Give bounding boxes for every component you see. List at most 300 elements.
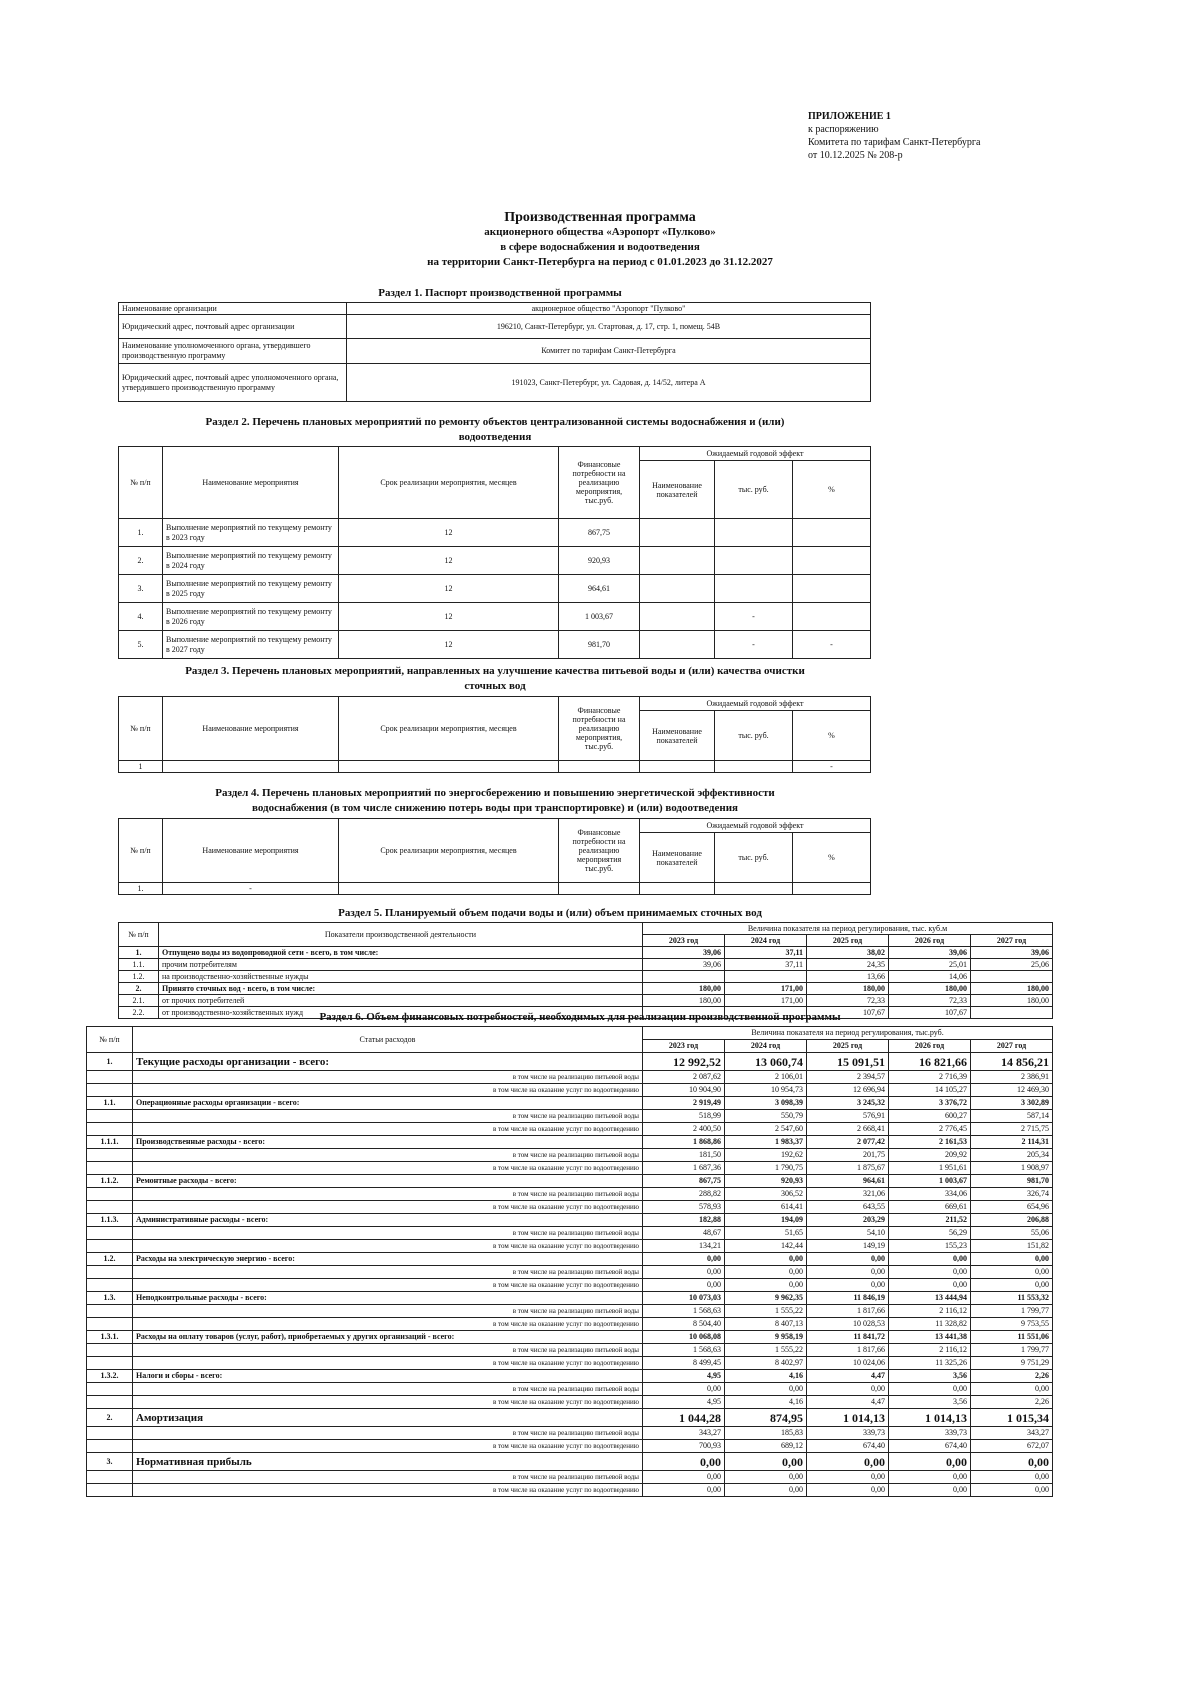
cell-label: в том числе на оказание услуг по водоотведению: [133, 1201, 643, 1214]
cell-name: Выполнение мероприятий по текущему ремонту в 2025 году: [163, 575, 339, 603]
col-num-header: № п/п: [119, 923, 159, 947]
cell-value: 339,73: [807, 1427, 889, 1440]
section3-heading-line: сточных вод: [464, 680, 526, 692]
cell-value: 1 555,22: [725, 1344, 807, 1357]
cell-rub: [715, 519, 793, 547]
year-header: 2023 год: [643, 1040, 725, 1053]
cell-num: 1.1.: [87, 1097, 133, 1110]
cell-value: 1 908,97: [971, 1162, 1053, 1175]
cell-value: 339,73: [889, 1427, 971, 1440]
cell-indicator: [640, 631, 715, 659]
cell-finance: 920,93: [559, 547, 640, 575]
table-row: [87, 1318, 1053, 1331]
cell-value: 0,00: [807, 1279, 889, 1292]
cell-name: [163, 761, 339, 773]
cell-pct: [793, 519, 871, 547]
cell-value: 39,06: [643, 959, 725, 971]
cell-value: 11 846,19: [807, 1292, 889, 1305]
table-row: [119, 339, 871, 364]
cell-value: 171,00: [725, 983, 807, 995]
table-row: [87, 1110, 1053, 1123]
cell-value: 0,00: [889, 1266, 971, 1279]
cell-value: 180,00: [643, 995, 725, 1007]
cell-value: 1 817,66: [807, 1344, 889, 1357]
cell-value: 1 799,77: [971, 1305, 1053, 1318]
cell-value: 0,00: [725, 1484, 807, 1497]
cell-value: 8 407,13: [725, 1318, 807, 1331]
title-line: на территории Санкт-Петербурга на период с 01.01.2023 до 31.12.2027: [427, 256, 773, 268]
col-name-header: Наименование мероприятия: [163, 447, 339, 519]
cell-num: [87, 1396, 133, 1409]
cell-num: 1.: [119, 947, 159, 959]
cell-value: 1 983,37: [725, 1136, 807, 1149]
cell-value: 0,00: [971, 1453, 1053, 1471]
table-row: [87, 1440, 1053, 1453]
cell-value: 185,83: [725, 1427, 807, 1440]
table-row: [87, 1279, 1053, 1292]
cell-value: 180,00: [807, 983, 889, 995]
cell-num: 2.: [119, 983, 159, 995]
cell-value: 0,00: [725, 1253, 807, 1266]
cell-indicator: [640, 519, 715, 547]
table-row: [87, 1409, 1053, 1427]
table-row: [87, 1188, 1053, 1201]
cell-num: 2.: [87, 1409, 133, 1427]
cell-value: 0,00: [725, 1453, 807, 1471]
cell-value: 964,61: [807, 1175, 889, 1188]
cell-value: 171,00: [725, 995, 807, 1007]
cell-value: 142,44: [725, 1240, 807, 1253]
cell-value: 4,95: [643, 1370, 725, 1383]
cell-label: Неподконтрольные расходы - всего:: [133, 1292, 643, 1305]
cell-value: 39,06: [971, 947, 1053, 959]
cell-value: 2,26: [971, 1396, 1053, 1409]
cell-value: 11 553,32: [971, 1292, 1053, 1305]
title-line: акционерного общества «Аэропорт «Пулково»: [484, 226, 716, 238]
table-row: [87, 1292, 1053, 1305]
cell-num: [87, 1383, 133, 1396]
col-num-header: № п/п: [119, 819, 163, 883]
cell-value: 155,23: [889, 1240, 971, 1253]
cell-label: прочим потребителям: [159, 959, 643, 971]
col-term-header: Срок реализации мероприятия, месяцев: [339, 819, 559, 883]
cell-value: 0,00: [807, 1484, 889, 1497]
cell-value: 10 068,08: [643, 1331, 725, 1344]
cell-value: 867,75: [643, 1175, 725, 1188]
cell-value: 0,00: [889, 1484, 971, 1497]
cell-value: 0,00: [889, 1383, 971, 1396]
cell-indicator: [640, 603, 715, 631]
cell-value: 0,00: [807, 1383, 889, 1396]
cell-value: 2 716,39: [889, 1071, 971, 1084]
cell-value: 11 841,72: [807, 1331, 889, 1344]
col-value-header: Величина показателя на период регулирования, тыс.руб.: [643, 1027, 1053, 1040]
cell-value: [643, 971, 725, 983]
table-row: [87, 1471, 1053, 1484]
cell-value: 180,00: [971, 995, 1053, 1007]
cell-value: 201,75: [807, 1149, 889, 1162]
cell-rub: [715, 575, 793, 603]
cell-value: 9 958,19: [725, 1331, 807, 1344]
cell-value: 182,88: [643, 1214, 725, 1227]
cell-num: [87, 1162, 133, 1175]
cell-value: 3,56: [889, 1396, 971, 1409]
cell-value: 0,00: [807, 1266, 889, 1279]
cell-value: 3,56: [889, 1370, 971, 1383]
cell-value: 12 469,30: [971, 1084, 1053, 1097]
cell-value: 288,82: [643, 1188, 725, 1201]
cell-value: 8 504,40: [643, 1318, 725, 1331]
cell-label: в том числе на оказание услуг по водоотведению: [133, 1396, 643, 1409]
cell-value: 180,00: [889, 983, 971, 995]
cell-label: от прочих потребителей: [159, 995, 643, 1007]
cell-value: 24,35: [807, 959, 889, 971]
col-num-header: № п/п: [119, 447, 163, 519]
cell-value: 0,00: [889, 1471, 971, 1484]
cell-finance: 1 003,67: [559, 603, 640, 631]
cell-value: 205,34: [971, 1149, 1053, 1162]
cell-value: 0,00: [889, 1279, 971, 1292]
cell-value: 192,62: [725, 1149, 807, 1162]
cell-label: в том числе на оказание услуг по водоотведению: [133, 1123, 643, 1136]
cell-label: в том числе на реализацию питьевой воды: [133, 1227, 643, 1240]
cell-value: 56,29: [889, 1227, 971, 1240]
col-finance-header: Финансовые потребности на реализацию мероприятия тыс.руб.: [559, 819, 640, 883]
cell-value: 0,00: [971, 1266, 1053, 1279]
year-header: 2027 год: [971, 935, 1053, 947]
cell-value: 3 245,32: [807, 1097, 889, 1110]
cell-value: 2 087,62: [643, 1071, 725, 1084]
cell-value: 209,92: [889, 1149, 971, 1162]
cell-value: 25,06: [971, 959, 1053, 971]
cell-label: Расходы на оплату товаров (услуг, работ), приобретаемых у других организаций - всего:: [133, 1331, 643, 1344]
cell-num: 1.: [119, 883, 163, 895]
col-name-header: Наименование мероприятия: [163, 819, 339, 883]
cell-finance: 867,75: [559, 519, 640, 547]
cell-value: 55,06: [971, 1227, 1053, 1240]
table-row: [87, 1331, 1053, 1344]
cell-pct: [793, 883, 871, 895]
cell-value: 4,47: [807, 1370, 889, 1383]
cell-term: 12: [339, 575, 559, 603]
cell-name: Выполнение мероприятий по текущему ремонту в 2024 году: [163, 547, 339, 575]
table-row: [87, 1084, 1053, 1097]
table-row: [87, 1123, 1053, 1136]
cell-label: Ремонтные расходы - всего:: [133, 1175, 643, 1188]
cell-value: 0,00: [643, 1484, 725, 1497]
cell-value: 72,33: [807, 995, 889, 1007]
table-row: [119, 519, 871, 547]
cell-num: 1.1.: [119, 959, 159, 971]
cell-value: 180,00: [643, 983, 725, 995]
cell-label: в том числе на реализацию питьевой воды: [133, 1383, 643, 1396]
cell-value: 920,93: [725, 1175, 807, 1188]
cell-value: 1 568,63: [643, 1344, 725, 1357]
col-item-header: Статьи расходов: [133, 1027, 643, 1053]
table-row: [87, 1370, 1053, 1383]
col-term-header: Срок реализации мероприятия, месяцев: [339, 447, 559, 519]
section6-body: [87, 1053, 1053, 1497]
cell-value: [971, 971, 1053, 983]
cell-label: Операционные расходы организации - всего:: [133, 1097, 643, 1110]
table-row: [87, 1357, 1053, 1370]
year-header: 2023 год: [643, 935, 725, 947]
cell-value: 2 715,75: [971, 1123, 1053, 1136]
cell-label: Административные расходы - всего:: [133, 1214, 643, 1227]
cell-value: 9 751,29: [971, 1357, 1053, 1370]
cell-label: в том числе на оказание услуг по водоотведению: [133, 1162, 643, 1175]
cell-value: 3 302,89: [971, 1097, 1053, 1110]
cell-num: [87, 1227, 133, 1240]
cell-value: 1 555,22: [725, 1305, 807, 1318]
cell-value: 321,06: [807, 1188, 889, 1201]
section3-table: [118, 696, 871, 773]
cell-value: 51,65: [725, 1227, 807, 1240]
table-row: [119, 315, 871, 339]
cell-value: 194,09: [725, 1214, 807, 1227]
passport-label: Юридический адрес, почтовый адрес организации: [119, 315, 347, 339]
cell-value: 4,47: [807, 1396, 889, 1409]
cell-value: 0,00: [971, 1253, 1053, 1266]
cell-value: 0,00: [807, 1253, 889, 1266]
cell-value: 10 028,53: [807, 1318, 889, 1331]
cell-value: 3 376,72: [889, 1097, 971, 1110]
year-header: 2026 год: [889, 935, 971, 947]
cell-value: 14,06: [889, 971, 971, 983]
cell-value: 0,00: [643, 1383, 725, 1396]
table-row: [87, 1344, 1053, 1357]
cell-value: 107,67: [889, 1007, 971, 1019]
cell-value: 0,00: [725, 1383, 807, 1396]
cell-num: 1.3.2.: [87, 1370, 133, 1383]
cell-value: 2 394,57: [807, 1071, 889, 1084]
cell-value: 2 919,49: [643, 1097, 725, 1110]
cell-value: 0,00: [643, 1266, 725, 1279]
cell-pct: [793, 575, 871, 603]
cell-value: 39,06: [643, 947, 725, 959]
cell-value: 180,00: [971, 983, 1053, 995]
cell-value: 1 790,75: [725, 1162, 807, 1175]
cell-value: 13,66: [807, 971, 889, 983]
cell-value: 576,91: [807, 1110, 889, 1123]
cell-value: 15 091,51: [807, 1053, 889, 1071]
table-row: [87, 1484, 1053, 1497]
table-row: [87, 1453, 1053, 1471]
section2-table: [118, 446, 871, 659]
appendix-line: к распоряжению: [808, 124, 879, 135]
section2-heading: [60, 415, 930, 445]
cell-value: 0,00: [971, 1279, 1053, 1292]
table-row: [87, 1305, 1053, 1318]
cell-value: 1 014,13: [889, 1409, 971, 1427]
cell-value: 1 014,13: [807, 1409, 889, 1427]
year-header: 2027 год: [971, 1040, 1053, 1053]
cell-value: 1 687,36: [643, 1162, 725, 1175]
cell-num: [87, 1471, 133, 1484]
cell-label: Налоги и сборы - всего:: [133, 1370, 643, 1383]
table-row: [119, 603, 871, 631]
cell-value: 600,27: [889, 1110, 971, 1123]
cell-value: 1 799,77: [971, 1344, 1053, 1357]
cell-num: [87, 1123, 133, 1136]
cell-value: 12 696,94: [807, 1084, 889, 1097]
table-row: [87, 1253, 1053, 1266]
table-row: [87, 1053, 1053, 1071]
table-row: [87, 1097, 1053, 1110]
cell-value: 689,12: [725, 1440, 807, 1453]
cell-value: 2 114,31: [971, 1136, 1053, 1149]
cell-term: [339, 761, 559, 773]
section6-heading: Раздел 6. Объем финансовых потребностей, необходимых для реализации производственной программы: [319, 1011, 841, 1023]
cell-num: 1.3.1.: [87, 1331, 133, 1344]
table-row: [87, 1396, 1053, 1409]
document-title: [0, 210, 1200, 270]
col-effect-header: Ожидаемый годовой эффект: [640, 697, 871, 711]
cell-value: 326,74: [971, 1188, 1053, 1201]
col-term-header: Срок реализации мероприятия, месяцев: [339, 697, 559, 761]
cell-value: 4,16: [725, 1396, 807, 1409]
cell-value: 13 441,38: [889, 1331, 971, 1344]
cell-num: [87, 1149, 133, 1162]
passport-label: Наименование организации: [119, 303, 347, 315]
table-row: [119, 983, 1053, 995]
cell-rub: -: [715, 631, 793, 659]
section5-body: [119, 947, 1053, 1019]
section5-heading: Раздел 5. Планируемый объем подачи воды и (или) объем принимаемых сточных вод: [338, 907, 762, 919]
cell-label: Расходы на электрическую энергию - всего:: [133, 1253, 643, 1266]
cell-value: 10 073,03: [643, 1292, 725, 1305]
cell-value: 2 077,42: [807, 1136, 889, 1149]
cell-value: 181,50: [643, 1149, 725, 1162]
cell-num: 4.: [119, 603, 163, 631]
cell-term: 12: [339, 631, 559, 659]
section3-heading-line: Раздел 3. Перечень плановых мероприятий, направленных на улучшение качества питьевой воды и (или) качества очистки: [185, 665, 805, 677]
cell-value: 587,14: [971, 1110, 1053, 1123]
cell-num: [87, 1071, 133, 1084]
col-rub-header: тыс. руб.: [715, 711, 793, 761]
section1-table: [118, 302, 871, 402]
col-rub-header: тыс. руб.: [715, 461, 793, 519]
cell-label: в том числе на реализацию питьевой воды: [133, 1188, 643, 1201]
col-pct-header: %: [793, 833, 871, 883]
table-row: [119, 303, 871, 315]
cell-label: в том числе на реализацию питьевой воды: [133, 1305, 643, 1318]
table-row: [87, 1383, 1053, 1396]
cell-value: 614,41: [725, 1201, 807, 1214]
cell-indicator: [640, 883, 715, 895]
cell-name: Выполнение мероприятий по текущему ремонту в 2026 году: [163, 603, 339, 631]
table-row: [87, 1201, 1053, 1214]
cell-value: 206,88: [971, 1214, 1053, 1227]
cell-num: [87, 1440, 133, 1453]
section5-table: [118, 922, 1053, 1019]
cell-value: 2 668,41: [807, 1123, 889, 1136]
cell-label: в том числе на оказание услуг по водоотведению: [133, 1357, 643, 1370]
cell-value: 9 962,35: [725, 1292, 807, 1305]
cell-label: в том числе на оказание услуг по водоотведению: [133, 1484, 643, 1497]
cell-num: 1.2.: [87, 1253, 133, 1266]
cell-value: 306,52: [725, 1188, 807, 1201]
cell-value: 654,96: [971, 1201, 1053, 1214]
cell-value: 343,27: [643, 1427, 725, 1440]
col-value-header: Величина показателя на период регулирования, тыс. куб.м: [643, 923, 1053, 935]
cell-value: 2 386,91: [971, 1071, 1053, 1084]
section4-heading: [60, 786, 930, 816]
cell-value: 518,99: [643, 1110, 725, 1123]
cell-value: 4,16: [725, 1370, 807, 1383]
cell-finance: [559, 883, 640, 895]
cell-num: 1.: [119, 519, 163, 547]
table-row: [119, 947, 1053, 959]
cell-value: 9 753,55: [971, 1318, 1053, 1331]
table-row: [87, 1136, 1053, 1149]
section1-heading: Раздел 1. Паспорт производственной программы: [378, 287, 622, 299]
cell-value: 38,02: [807, 947, 889, 959]
section3-heading: [60, 664, 930, 694]
cell-label: в том числе на реализацию питьевой воды: [133, 1071, 643, 1084]
cell-value: 2 161,53: [889, 1136, 971, 1149]
passport-label: Юридический адрес, почтовый адрес уполномоченного органа, утвердившего производственную программу: [119, 364, 347, 402]
col-effect-header: Ожидаемый годовой эффект: [640, 447, 871, 461]
col-name-header: Наименование мероприятия: [163, 697, 339, 761]
cell-num: 1: [119, 761, 163, 773]
cell-value: 107,67: [807, 1007, 889, 1019]
cell-value: 2 400,50: [643, 1123, 725, 1136]
cell-value: 1 875,67: [807, 1162, 889, 1175]
cell-indicator: [640, 547, 715, 575]
col-pct-header: %: [793, 711, 871, 761]
cell-value: 343,27: [971, 1427, 1053, 1440]
cell-finance: [559, 761, 640, 773]
cell-value: 1 868,86: [643, 1136, 725, 1149]
cell-value: 10 954,73: [725, 1084, 807, 1097]
cell-value: 981,70: [971, 1175, 1053, 1188]
cell-rub: [715, 761, 793, 773]
cell-value: 0,00: [643, 1279, 725, 1292]
cell-value: 2 106,01: [725, 1071, 807, 1084]
section4-table: [118, 818, 871, 895]
cell-value: 11 328,82: [889, 1318, 971, 1331]
cell-num: 1.: [87, 1053, 133, 1071]
cell-value: 2 776,45: [889, 1123, 971, 1136]
cell-label: в том числе на оказание услуг по водоотведению: [133, 1318, 643, 1331]
cell-value: 669,61: [889, 1201, 971, 1214]
cell-pct: -: [793, 761, 871, 773]
cell-value: 25,01: [889, 959, 971, 971]
cell-label: в том числе на реализацию питьевой воды: [133, 1344, 643, 1357]
appendix-line: от 10.12.2025 № 208-р: [808, 150, 903, 161]
passport-value: Комитет по тарифам Санкт-Петербурга: [347, 339, 871, 364]
cell-num: [87, 1318, 133, 1331]
cell-label: Принято сточных вод - всего, в том числе:: [159, 983, 643, 995]
cell-value: 0,00: [643, 1453, 725, 1471]
cell-label: в том числе на реализацию питьевой воды: [133, 1471, 643, 1484]
cell-num: [87, 1484, 133, 1497]
cell-value: 0,00: [725, 1266, 807, 1279]
passport-value: 196210, Санкт-Петербург, ул. Стартовая, д. 17, стр. 1, помещ. 54В: [347, 315, 871, 339]
cell-label: Текущие расходы организации - всего:: [133, 1053, 643, 1071]
cell-value: 13 444,94: [889, 1292, 971, 1305]
cell-value: 48,67: [643, 1227, 725, 1240]
year-header: 2025 год: [807, 935, 889, 947]
col-num-header: № п/п: [119, 697, 163, 761]
cell-value: 0,00: [971, 1484, 1053, 1497]
cell-label: в том числе на оказание услуг по водоотведению: [133, 1240, 643, 1253]
cell-term: [339, 883, 559, 895]
cell-num: 1.3.: [87, 1292, 133, 1305]
cell-value: 1 044,28: [643, 1409, 725, 1427]
cell-value: [725, 971, 807, 983]
